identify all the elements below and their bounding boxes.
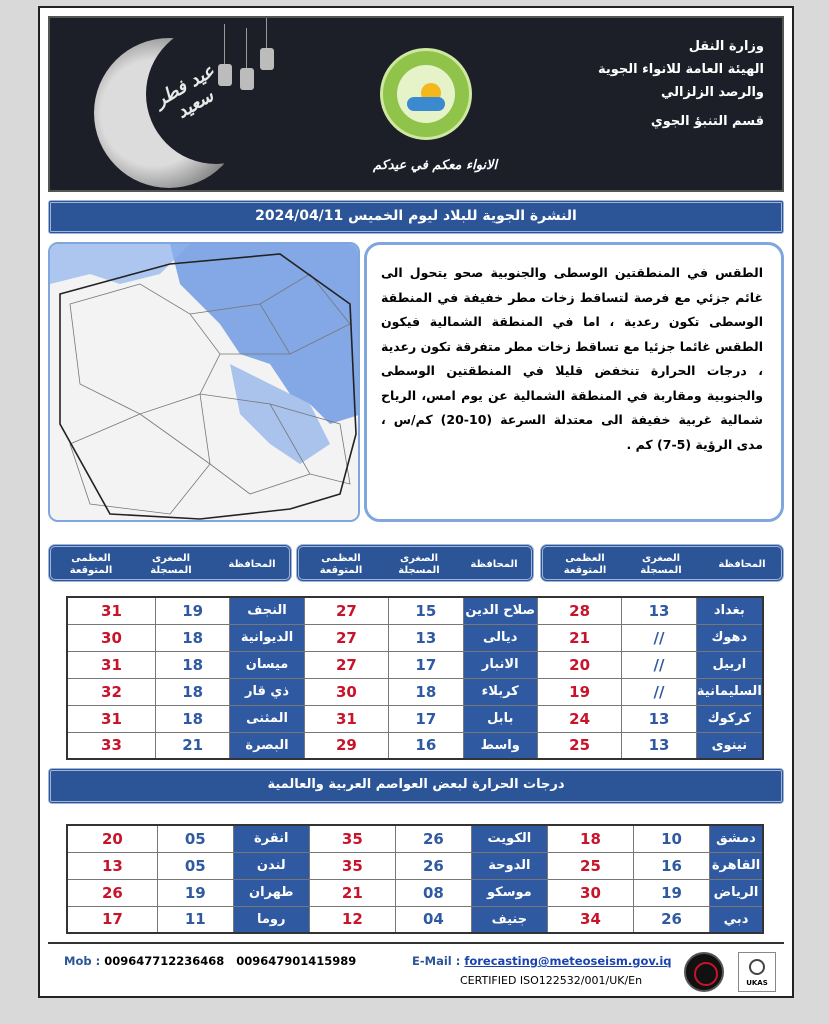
min-temp: 05: [157, 825, 233, 852]
table-row: [67, 651, 763, 678]
min-temp: 19: [634, 879, 710, 906]
max-temp: 20: [537, 651, 621, 678]
header-max: العظمى المتوقعة: [319, 553, 363, 576]
email-link[interactable]: forecasting@meteoseism.gov.iq: [464, 954, 672, 968]
min-temp: 04: [395, 906, 471, 933]
city-name: البصرة: [230, 732, 304, 759]
quality-seal-icon: [684, 952, 724, 992]
min-temp: 13: [622, 732, 696, 759]
forecast-text: الطقس في المنطقتين الوسطى والجنوبية صحو يتحول الى غائم جزئي مع فرصة لتساقط زخات مطر خفيفة في المنطقة الوسطى تكون رعدية ، اما في المنطقة الشمالية فيكون الطقس غائما جزئيا مع تساقط زخات مطر متفرقة تكون رعدية ، درجات الحرارة تنخفض قليلا في المنطقتين الوسطى والجنوبية ومقاربة في المنطقة الشمالية عن يوم امس، الرياح شمالية غربية خفيفة الى معتدلة السرعة (10-20) كم/س ، مدى الرؤية (5-7) كم .: [381, 265, 763, 452]
max-temp: 17: [67, 906, 157, 933]
city-name: اربيل: [696, 651, 763, 678]
max-temp: 31: [67, 651, 155, 678]
provinces-table: [66, 596, 764, 760]
min-temp: 18: [155, 678, 229, 705]
min-temp: 18: [389, 678, 463, 705]
city-name: الكويت: [471, 825, 547, 852]
max-temp: 31: [67, 597, 155, 624]
max-temp: 31: [304, 705, 388, 732]
city-name: واسط: [463, 732, 537, 759]
max-temp: 25: [547, 852, 633, 879]
max-temp: 25: [537, 732, 621, 759]
header-province: المحافظة: [718, 559, 766, 570]
min-temp: 13: [389, 624, 463, 651]
max-temp: 30: [547, 879, 633, 906]
max-temp: 21: [309, 879, 395, 906]
city-name: السليمانية: [696, 678, 763, 705]
table-row: [67, 879, 763, 906]
min-temp: 17: [389, 705, 463, 732]
min-temp: 13: [622, 705, 696, 732]
min-temp: 19: [157, 879, 233, 906]
min-temp: 15: [389, 597, 463, 624]
forecast-panel: [364, 242, 784, 522]
lantern-icon: [260, 48, 274, 70]
min-temp: 26: [395, 825, 471, 852]
min-temp: //: [622, 624, 696, 651]
max-temp: 35: [309, 852, 395, 879]
header-min: الصغرى المسجلة: [640, 553, 682, 576]
max-temp: 33: [67, 732, 155, 759]
map-svg: [50, 244, 360, 522]
min-temp: 13: [622, 597, 696, 624]
mob-label: Mob :: [64, 954, 101, 968]
header-province: المحافظة: [228, 559, 276, 570]
max-temp: 32: [67, 678, 155, 705]
city-name: دبي: [710, 906, 763, 933]
min-temp: 21: [155, 732, 229, 759]
mob-numbers: 009647712236468 009647901415989: [104, 954, 357, 968]
ministry-name: وزارة النقل: [688, 39, 764, 54]
max-temp: 27: [304, 651, 388, 678]
min-temp: 16: [389, 732, 463, 759]
table-row: [67, 825, 763, 852]
table-header-group: [48, 544, 292, 582]
table-row: [67, 597, 763, 624]
lantern-icon: [240, 68, 254, 90]
min-temp: //: [622, 678, 696, 705]
header-max: العظمى المتوقعة: [563, 553, 607, 576]
header-max: العظمى المتوقعة: [69, 553, 113, 576]
min-temp: 18: [155, 624, 229, 651]
city-name: انقرة: [233, 825, 309, 852]
table-header-group: [540, 544, 784, 582]
city-name: بابل: [463, 705, 537, 732]
max-temp: 24: [537, 705, 621, 732]
max-temp: 30: [67, 624, 155, 651]
city-name: الرياض: [710, 879, 763, 906]
max-temp: 27: [304, 624, 388, 651]
table-row: [67, 732, 763, 759]
mobile-numbers: [64, 954, 356, 968]
max-temp: 26: [67, 879, 157, 906]
city-name: القاهرة: [710, 852, 763, 879]
city-name: ذي قار: [230, 678, 304, 705]
eid-greeting: عيد فطر سعيد: [151, 60, 219, 123]
max-temp: 28: [537, 597, 621, 624]
min-temp: 10: [634, 825, 710, 852]
city-name: المثنى: [230, 705, 304, 732]
city-name: صلاح الدين: [463, 597, 537, 624]
capitals-table: [66, 824, 764, 934]
city-name: كربلاء: [463, 678, 537, 705]
table-header-group: [296, 544, 534, 582]
weather-map: [48, 242, 360, 522]
max-temp: 19: [537, 678, 621, 705]
authority-logo: [380, 48, 472, 140]
city-name: ميسان: [230, 651, 304, 678]
max-temp: 12: [309, 906, 395, 933]
min-temp: 05: [157, 852, 233, 879]
email-label: E-Mail :: [412, 954, 461, 968]
ukas-badge: [738, 952, 776, 992]
min-temp: 19: [155, 597, 229, 624]
city-name: الدوحة: [471, 852, 547, 879]
header-min: الصغرى المسجلة: [150, 553, 192, 576]
header-banner: [48, 16, 784, 192]
city-name: طهران: [233, 879, 309, 906]
min-temp: 11: [157, 906, 233, 933]
max-temp: 29: [304, 732, 388, 759]
min-temp: 18: [155, 705, 229, 732]
footer: [48, 942, 784, 990]
ministry-block: [534, 38, 764, 135]
table-row: [67, 678, 763, 705]
min-temp: 17: [389, 651, 463, 678]
max-temp: 13: [67, 852, 157, 879]
lantern-icon: [218, 64, 232, 86]
max-temp: 27: [304, 597, 388, 624]
capitals-title: درجات الحرارة لبعض العواصم العربية والعالمية: [48, 768, 784, 804]
city-name: نينوى: [696, 732, 763, 759]
min-temp: 18: [155, 651, 229, 678]
table-row: [67, 906, 763, 933]
city-name: النجف: [230, 597, 304, 624]
check-icon: [749, 959, 765, 975]
max-temp: 20: [67, 825, 157, 852]
authority-line1: الهيئة العامة للانواء الجوية: [598, 61, 764, 77]
bulletin-title: النشرة الجوية للبلاد ليوم الخميس 2024/04/11: [48, 200, 784, 234]
city-name: دهوك: [696, 624, 763, 651]
authority-line2: والرصد الزلزالي: [661, 84, 764, 100]
department-name: قسم التنبؤ الجوي: [650, 113, 764, 129]
header-min: الصغرى المسجلة: [398, 553, 440, 576]
table-row: [67, 624, 763, 651]
min-temp: 16: [634, 852, 710, 879]
slogan: الانواء معكم في عيدكم: [372, 158, 498, 173]
table-row: [67, 705, 763, 732]
max-temp: 34: [547, 906, 633, 933]
city-name: موسكو: [471, 879, 547, 906]
city-name: الانبار: [463, 651, 537, 678]
min-temp: //: [622, 651, 696, 678]
ukas-label: UKAS: [746, 979, 768, 987]
max-temp: 35: [309, 825, 395, 852]
city-name: دمشق: [710, 825, 763, 852]
city-name: الديوانية: [230, 624, 304, 651]
max-temp: 18: [547, 825, 633, 852]
max-temp: 31: [67, 705, 155, 732]
min-temp: 26: [634, 906, 710, 933]
table-row: [67, 852, 763, 879]
city-name: لندن: [233, 852, 309, 879]
city-name: جنيف: [471, 906, 547, 933]
min-temp: 26: [395, 852, 471, 879]
email-block: [412, 954, 672, 968]
bulletin-sheet: [38, 6, 794, 998]
iso-certification: CERTIFIED ISO122532/001/UK/En: [460, 974, 643, 987]
city-name: بغداد: [696, 597, 763, 624]
min-temp: 08: [395, 879, 471, 906]
city-name: روما: [233, 906, 309, 933]
max-temp: 21: [537, 624, 621, 651]
city-name: كركوك: [696, 705, 763, 732]
header-province: المحافظة: [470, 559, 518, 570]
max-temp: 30: [304, 678, 388, 705]
city-name: ديالى: [463, 624, 537, 651]
